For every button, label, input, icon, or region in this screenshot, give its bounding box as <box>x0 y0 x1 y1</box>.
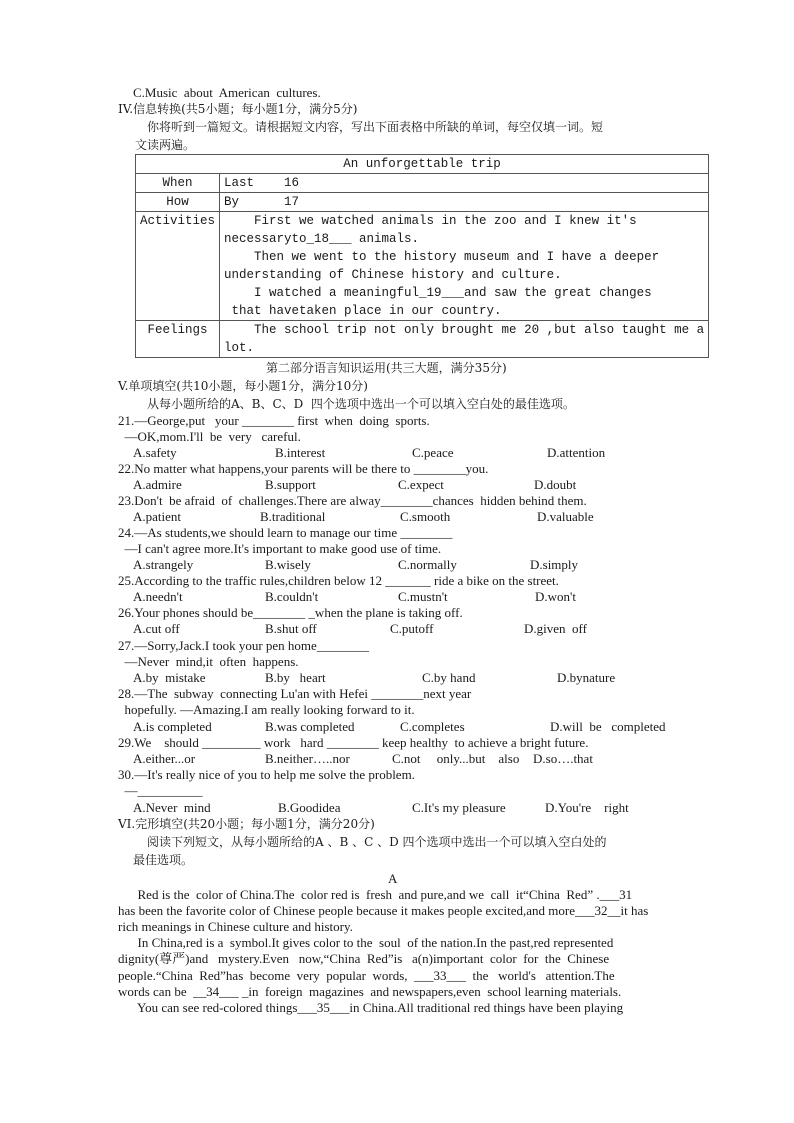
question-28-stem-cont: hopefully. —Amazing.I am really looking forward to it. <box>118 702 415 717</box>
question-23-stem: 23.Don't be afraid of challenges.There are alway________chances hidden behind them. <box>118 493 587 508</box>
q23-option-c[interactable]: C.smooth <box>400 509 451 524</box>
passage-line: You can see red-colored things___35___in China.All traditional red things have been playing <box>118 1000 624 1015</box>
previous-option-c: C.Music about American cultures. <box>133 85 321 100</box>
q27-option-d[interactable]: D.bynature <box>557 670 616 685</box>
passage-line: dignity(尊严)and mystery.Even now,“China Red”is a(n)important color for the Chinese <box>118 951 610 966</box>
passage-label: A <box>388 871 398 886</box>
passage-line: rich meanings in Chinese culture and history. <box>118 919 353 934</box>
question-30-stem: 30.—It's really nice of you to help me solve the problem. <box>118 767 415 782</box>
q21-option-c[interactable]: C.peace <box>412 445 454 460</box>
q30-option-a[interactable]: A.Never mind <box>133 800 211 815</box>
activity-line: Then we went to the history museum and I have a deeper <box>224 250 660 264</box>
q30-option-d[interactable]: D.You're right <box>545 800 629 815</box>
q27-option-c[interactable]: C.by hand <box>422 670 476 685</box>
section-4-instruction-cont: 文读两遍。 <box>135 138 196 152</box>
q28-option-c[interactable]: C.completes <box>400 719 465 734</box>
row-value <box>220 321 709 358</box>
q29-option-a[interactable]: A.either...or <box>133 751 196 766</box>
question-29-stem: 29.We should _________ work hard ________ keep healthy to achieve a bright future. <box>118 735 589 750</box>
activity-line: I watched a meaningful_19___and saw the great changes <box>224 286 652 300</box>
q26-option-c[interactable]: C.putoff <box>390 621 434 636</box>
row-label: Feelings <box>136 321 220 358</box>
q22-option-a[interactable]: A.admire <box>133 477 182 492</box>
question-27-stem-reply: —Never mind,it often happens. <box>118 654 299 669</box>
section-4-instruction: 你将听到一篇短文。请根据短文内容，写出下面表格中所缺的单词，每空仅填一词。短 <box>147 120 604 134</box>
q29-option-d[interactable]: D.so….that <box>533 751 593 766</box>
table-title: An unforgettable trip <box>136 155 709 174</box>
row-label: When <box>136 174 220 193</box>
activity-line: necessaryto_18___ animals. <box>224 232 420 246</box>
question-21-stem-reply: —OK,mom.I'll be very careful. <box>118 429 301 444</box>
feelings-line: lot. <box>224 341 255 355</box>
q25-option-d[interactable]: D.won't <box>535 589 576 604</box>
info-table <box>135 154 709 358</box>
q28-option-a[interactable]: A.is completed <box>133 719 212 734</box>
q29-option-c[interactable]: C.not only...but also <box>392 751 520 766</box>
q21-option-d[interactable]: D.attention <box>547 445 606 460</box>
passage-line: has been the favorite color of Chinese people because it makes people excited,and more___32__it has <box>118 903 649 918</box>
row-label: Activities <box>136 212 220 321</box>
section-5-title: V.单项填空(共10小题，每小题1分，满分10分) <box>118 379 368 393</box>
section-6-instruction-cont: 最佳选项。 <box>133 853 194 867</box>
q27-option-b[interactable]: B.by heart <box>265 670 326 685</box>
activity-line: understanding of Chinese history and culture. <box>224 268 562 282</box>
row-value: By 17 <box>220 193 709 212</box>
q21-option-a[interactable]: A.safety <box>133 445 177 460</box>
q28-option-b[interactable]: B.was completed <box>265 719 355 734</box>
section-6-title: VI.完形填空(共20小题；每小题1分，满分20分) <box>118 817 375 831</box>
question-28-stem: 28.—The subway connecting Lu'an with Hefei ________next year <box>118 686 472 701</box>
passage-line: Red is the color of China.The color red is fresh and pure,and we call it“China Red” .___31 <box>118 887 633 902</box>
q28-option-d[interactable]: D.will be completed <box>550 719 666 734</box>
section-4-title: IV.信息转换(共5小题；每小题1分，满分5分) <box>118 102 358 116</box>
passage-line: words can be __34___ _in foreign magazines and newspapers,even school learning materials. <box>118 984 622 999</box>
question-22-stem: 22.No matter what happens,your parents will be there to ________you. <box>118 461 489 476</box>
q23-option-b[interactable]: B.traditional <box>260 509 326 524</box>
activity-line: that havetaken place in our country. <box>224 304 502 318</box>
table-row-feelings <box>136 321 709 358</box>
table-title-row <box>136 155 709 174</box>
row-value <box>220 212 709 321</box>
question-30-stem-reply: —__________ <box>118 783 203 798</box>
section-6-instruction: 阅读下列短文，从每小题所给的A 、B 、C 、D 四个选项中选出一个可以填入空白处的 <box>147 835 607 849</box>
question-21-stem: 21.—George,put your ________ first when doing sports. <box>118 413 430 428</box>
row-value: Last 16 <box>220 174 709 193</box>
activity-line: First we watched animals in the zoo and I knew it's <box>224 214 637 228</box>
section-5-instruction: 从每小题所给的A、B、C、D 四个选项中选出一个可以填入空白处的最佳选项。 <box>147 397 575 411</box>
passage-line: In China,red is a symbol.It gives color to the soul of the nation.In the past,red represented <box>118 935 614 950</box>
question-24-stem-reply: —I can't agree more.It's important to make good use of time. <box>118 541 442 556</box>
q24-option-c[interactable]: C.normally <box>398 557 457 572</box>
q21-option-b[interactable]: B.interest <box>275 445 326 460</box>
feelings-line: The school trip not only brought me 20 ,but also taught me a <box>224 323 705 337</box>
q26-option-a[interactable]: A.cut off <box>133 621 180 636</box>
q30-option-b[interactable]: B.Goodidea <box>278 800 341 815</box>
question-27-stem: 27.—Sorry,Jack.I took your pen home________ <box>118 638 369 653</box>
q22-option-d[interactable]: D.doubt <box>534 477 577 492</box>
q27-option-a[interactable]: A.by mistake <box>133 670 206 685</box>
q24-option-d[interactable]: D.simply <box>530 557 579 572</box>
q30-option-c[interactable]: C.It's my pleasure <box>412 800 506 815</box>
q22-option-c[interactable]: C.expect <box>398 477 444 492</box>
q25-option-b[interactable]: B.couldn't <box>265 589 319 604</box>
q23-option-d[interactable]: D.valuable <box>537 509 594 524</box>
table-row-how <box>136 193 709 212</box>
q23-option-a[interactable]: A.patient <box>133 509 182 524</box>
part-2-title: 第二部分语言知识运用(共三大题，满分35分) <box>266 361 507 375</box>
question-24-stem: 24.—As students,we should learn to manage our time ________ <box>118 525 453 540</box>
q25-option-c[interactable]: C.mustn't <box>398 589 448 604</box>
q25-option-a[interactable]: A.needn't <box>133 589 183 604</box>
question-26-stem: 26.Your phones should be________ _when the plane is taking off. <box>118 605 463 620</box>
q22-option-b[interactable]: B.support <box>265 477 316 492</box>
q26-option-d[interactable]: D.given off <box>524 621 587 636</box>
q26-option-b[interactable]: B.shut off <box>265 621 317 636</box>
q24-option-a[interactable]: A.strangely <box>133 557 194 572</box>
row-label: How <box>136 193 220 212</box>
table-row-when <box>136 174 709 193</box>
table-row-activities <box>136 212 709 321</box>
q29-option-b[interactable]: B.neither…..nor <box>265 751 350 766</box>
passage-line: people.“China Red”has become very popular words, ___33___ the world's attention.The <box>118 968 615 983</box>
q24-option-b[interactable]: B.wisely <box>265 557 311 572</box>
question-25-stem: 25.According to the traffic rules,children below 12 _______ ride a bike on the street. <box>118 573 559 588</box>
